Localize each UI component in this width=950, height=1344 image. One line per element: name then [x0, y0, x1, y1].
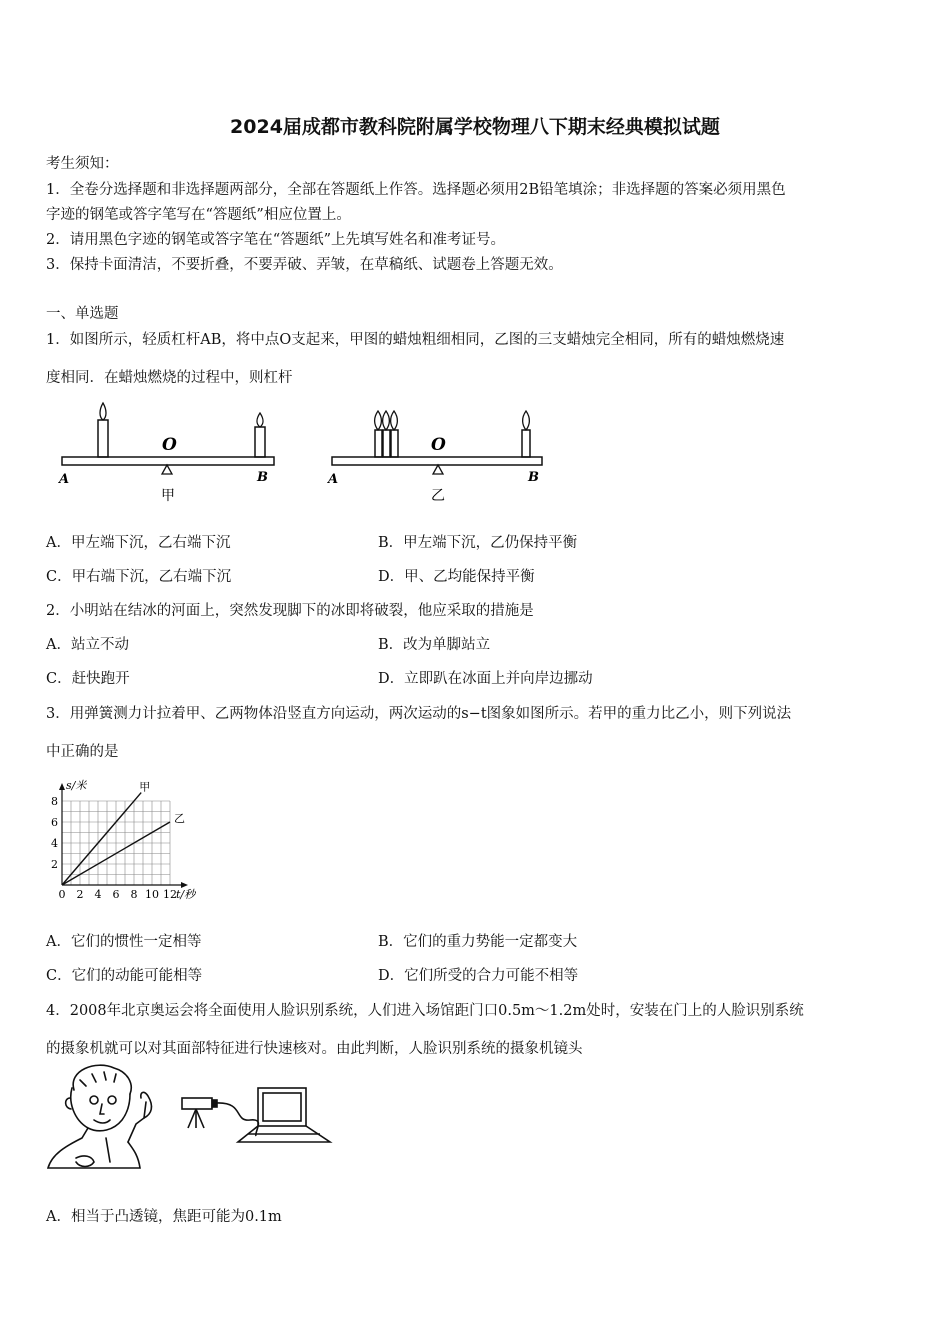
pivot-jia [162, 465, 172, 474]
q3-stem-line2: 中正确的是 [46, 744, 119, 760]
q3-option-d[interactable]: D．它们所受的合力可能不相等 [378, 968, 579, 984]
q2-option-d[interactable]: D．立即趴在冰面上并向岸边挪动 [378, 671, 593, 687]
q4-stem-line2: 的摄象机就可以对其面部特征进行快速核对。由此判断，人脸识别系统的摄象机镜头 [46, 1041, 583, 1057]
q4-option-a[interactable]: A．相当于凸透镜，焦距可能为0.1m [46, 1209, 282, 1225]
chart-grid [62, 801, 170, 885]
q1-option-b[interactable]: B．甲左端下沉，乙仍保持平衡 [378, 535, 578, 551]
q3-option-b[interactable]: B．它们的重力势能一定都变大 [378, 934, 578, 950]
q1-option-a[interactable]: A．甲左端下沉，乙右端下沉 [46, 535, 231, 551]
x-tick-label: 12 [163, 888, 177, 901]
candle-yi-left [383, 430, 390, 457]
chart-labels [51, 779, 197, 901]
person-illustration [48, 1065, 151, 1168]
q2-option-a[interactable]: A．站立不动 [46, 637, 129, 653]
y-axis-label: s/米 [66, 779, 87, 792]
pivot-label-yi: O [431, 435, 446, 455]
x-tick-label: 2 [76, 888, 84, 901]
flame-icon [391, 411, 398, 430]
series-line-jia [62, 793, 141, 885]
flame-icon [383, 411, 390, 430]
q1-option-d[interactable]: D．甲、乙均能保持平衡 [378, 569, 535, 585]
page-title: 2024届成都市教科院附属学校物理八下期末经典模拟试题 [230, 116, 720, 138]
q1-stem-line2: 度相同．在蜡烛燃烧的过程中，则杠杆 [46, 370, 293, 386]
x-axis-label: t/秒 [176, 888, 196, 901]
flame-icon [257, 413, 263, 427]
x-tick-label: 6 [112, 888, 120, 901]
q3-option-c[interactable]: C．它们的动能可能相等 [46, 968, 203, 984]
camera-icon [182, 1098, 258, 1136]
q4-stem-line1: 4．2008年北京奥运会将全面使用人脸识别系统，人们进入场馆距门口0.5m～1.2m处时，安装在门上的人脸识别系统 [46, 1003, 804, 1019]
figure-caption-yi: 乙 [431, 488, 445, 504]
q1-option-c[interactable]: C．甲右端下沉，乙右端下沉 [46, 569, 232, 585]
y-tick-label: 2 [51, 858, 58, 871]
chart-axes [59, 780, 188, 888]
candle-jia-left [98, 420, 108, 457]
y-tick-label: 4 [51, 837, 58, 850]
q3-st-chart [40, 770, 220, 905]
q2-stem-line1: 2．小明站在结冰的河面上，突然发现脚下的冰即将破裂，他应采取的措施是 [46, 603, 534, 619]
lever-bar-yi [332, 457, 542, 465]
notice-item: 字迹的钢笔或答字笔写在“答题纸”相应位置上。 [46, 207, 351, 223]
notice-item: 3．保持卡面清洁，不要折叠，不要弄破、弄皱，在草稿纸、试题卷上答题无效。 [46, 257, 563, 273]
end-label-a-yi: A [328, 472, 339, 487]
section-heading: 一、单选题 [46, 306, 119, 322]
y-tick-label: 8 [51, 795, 58, 808]
q4-face-recognition-figure [44, 1062, 340, 1176]
end-label-b-jia: B [257, 470, 268, 485]
candle-yi-left [375, 430, 382, 457]
series-label-yi: 乙 [174, 812, 185, 825]
candle-yi-left [391, 430, 398, 457]
flame-icon [100, 403, 106, 420]
figure-caption-jia: 甲 [161, 488, 175, 504]
candle-jia-right [255, 427, 265, 457]
pivot-yi [433, 465, 443, 474]
notice-item: 1．全卷分选择题和非选择题两部分，全部在答题纸上作答。选择题必须用2B铅笔填涂；非选择题的答案必须用黑色 [46, 182, 786, 198]
series-label-jia: 甲 [139, 780, 151, 794]
y-tick-label: 6 [51, 816, 58, 829]
q2-option-c[interactable]: C．赶快跑开 [46, 671, 130, 687]
q3-stem-line1: 3．用弹簧测力计拉着甲、乙两物体沿竖直方向运动，两次运动的s−t图象如图所示。若甲的重力比乙小，则下列说法 [46, 706, 792, 722]
candle-yi-right [522, 430, 530, 457]
lever-bar-jia [62, 457, 274, 465]
x-tick-label: 8 [130, 888, 138, 901]
x-tick-label: 10 [145, 888, 159, 901]
flame-icon [523, 411, 530, 430]
q3-option-a[interactable]: A．它们的惯性一定相等 [46, 934, 202, 950]
pivot-label-jia: O [162, 435, 177, 455]
notice-item: 2．请用黑色字迹的钢笔或答字笔在“答题纸”上先填写姓名和准考证号。 [46, 232, 506, 248]
q2-option-b[interactable]: B．改为单脚站立 [378, 637, 491, 653]
notice-heading: 考生须知： [46, 156, 119, 172]
x-tick-label: 4 [94, 888, 102, 901]
q1-lever-figure [50, 400, 550, 510]
flame-icon [375, 411, 382, 430]
x-tick-label: 0 [58, 888, 66, 901]
end-label-b-yi: B [528, 470, 539, 485]
end-label-a-jia: A [59, 472, 70, 487]
y-axis-arrow [59, 783, 65, 790]
laptop-icon [238, 1088, 330, 1142]
q1-stem-line1: 1．如图所示，轻质杠杆AB，将中点O支起来，甲图的蜡烛粗细相同，乙图的三支蜡烛完全相同，所有的蜡烛燃烧速 [46, 332, 785, 348]
